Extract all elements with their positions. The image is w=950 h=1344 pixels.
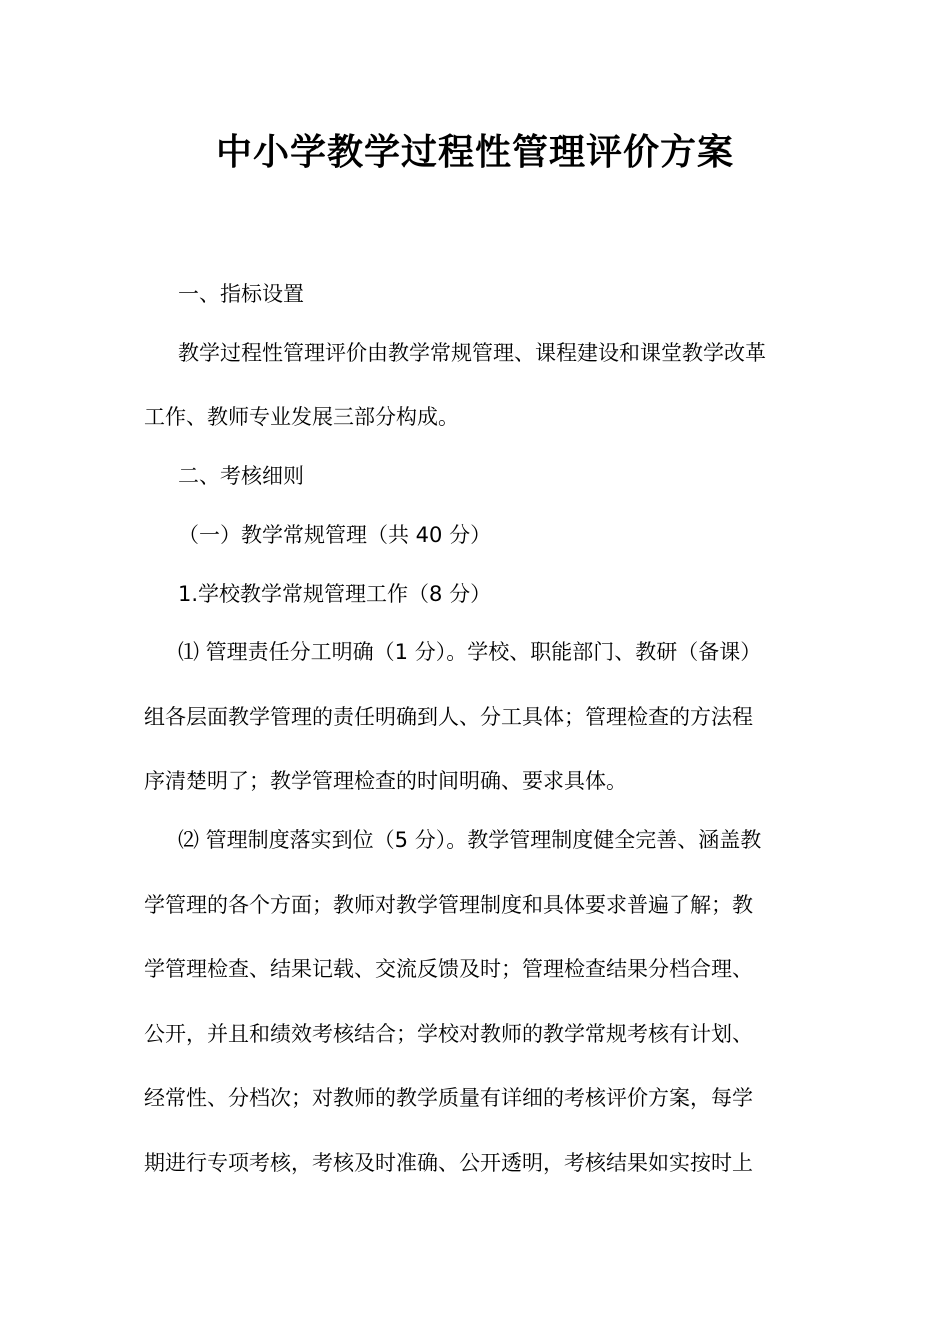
section-heading-rules: 二、考核细则: [178, 464, 304, 488]
paragraph-line: 学管理的各个方面；教师对教学管理制度和具体要求普遍了解；教: [144, 893, 753, 917]
paragraph-line: 学管理检查、结果记载、交流反馈及时；管理检查结果分档合理、: [144, 957, 753, 981]
paragraph-line: ⑴ 管理责任分工明确（1 分）。学校、职能部门、教研（备课）: [178, 640, 762, 664]
document-title: 中小学教学过程性管理评价方案: [215, 131, 734, 173]
paragraph-line: 教学过程性管理评价由教学常规管理、课程建设和课堂教学改革: [178, 341, 766, 365]
item-heading: 1.学校教学常规管理工作（8 分）: [178, 582, 492, 606]
paragraph-line: 序清楚明了；教学管理检查的时间明确、要求具体。: [144, 769, 627, 793]
subsection-heading: （一）教学常规管理（共 40 分）: [178, 523, 492, 547]
section-heading-indicators: 一、指标设置: [178, 282, 304, 306]
paragraph-line: 期进行专项考核，考核及时准确、公开透明，考核结果如实按时上: [144, 1151, 753, 1175]
paragraph-line: 公开，并且和绩效考核结合；学校对教师的教学常规考核有计划、: [144, 1022, 753, 1046]
paragraph-line: 经常性、分档次；对教师的教学质量有详细的考核评价方案，每学: [144, 1086, 753, 1110]
paragraph-line: 工作、教师专业发展三部分构成。: [144, 405, 459, 429]
paragraph-line: 组各层面教学管理的责任明确到人、分工具体；管理检查的方法程: [144, 705, 753, 729]
paragraph-line: ⑵ 管理制度落实到位（5 分）。教学管理制度健全完善、涵盖教: [178, 828, 762, 852]
